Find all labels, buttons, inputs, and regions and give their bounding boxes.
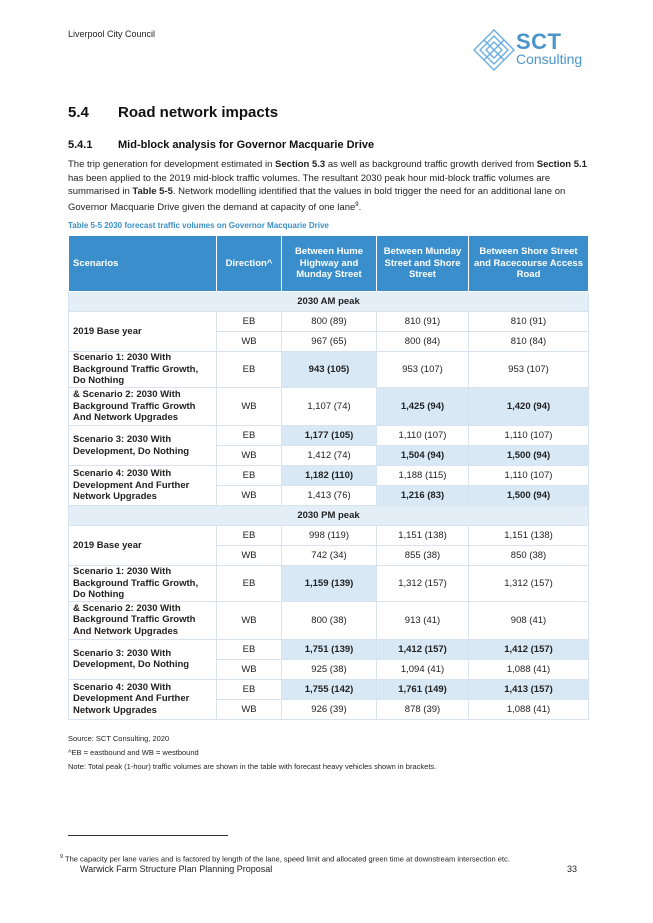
- value-cell: 1,755 (142): [282, 679, 377, 699]
- scenario-label: Scenario 4: 2030 With Development And Further Network Upgrades: [69, 466, 217, 506]
- direction-note: ^EB = eastbound and WB = westbound: [68, 748, 199, 757]
- value-cell: 878 (39): [377, 699, 469, 719]
- footnote-number: 9: [60, 854, 64, 860]
- value-cell: 1,177 (105): [282, 426, 377, 446]
- value-cell: 810 (91): [377, 312, 469, 332]
- sct-consulting-logo: [472, 28, 590, 74]
- table-row: [69, 679, 589, 699]
- subsection-heading: [68, 139, 374, 151]
- value-cell: 998 (119): [282, 526, 377, 546]
- table-row: [69, 566, 589, 602]
- value-cell: 1,412 (157): [377, 639, 469, 659]
- value-cell: 1,413 (157): [469, 679, 589, 699]
- value-cell: 1,107 (74): [282, 388, 377, 426]
- organisation-name: Liverpool City Council: [68, 29, 156, 39]
- scenario-label: 2019 Base year: [69, 312, 217, 352]
- scenario-label: 2019 Base year: [69, 526, 217, 566]
- value-cell: 1,151 (138): [469, 526, 589, 546]
- value-cell: 943 (105): [282, 352, 377, 388]
- table-caption: Table 5-5 2030 forecast traffic volumes on Governor Macquarie Drive: [68, 221, 329, 230]
- value-cell: 925 (38): [282, 659, 377, 679]
- direction-cell: WB: [217, 486, 282, 506]
- peak-row: [69, 292, 589, 312]
- table-row: [69, 466, 589, 486]
- section-ref[interactable]: Section 5.3: [275, 159, 326, 170]
- value-cell: 1,500 (94): [469, 486, 589, 506]
- value-cell: 800 (38): [282, 601, 377, 639]
- direction-cell: EB: [217, 352, 282, 388]
- value-cell: 967 (65): [282, 332, 377, 352]
- value-cell: 1,188 (115): [377, 466, 469, 486]
- value-cell: 1,312 (157): [469, 566, 589, 602]
- logo-subtitle: Consulting: [516, 51, 583, 67]
- intro-paragraph: The trip generation for development estimated in Section 5.3 as well as background traffic growth derived from Section 5.1 has been applied to the 2019 mid-block traffic volumes. The resultant 2030 peak hour mid-block traffic volumes are summarised in Table 5-5. Network modelling identified that the values in bold trigger the need for an additional lane on Governor Macquarie Drive given the demand at capacity of one lane$^9$.: [68, 159, 587, 213]
- direction-cell: WB: [217, 446, 282, 466]
- footnote-text: The capacity per lane varies and is factored by length of the lane, speed limit and allocated green time at downstream intersection etc.: [63, 854, 510, 864]
- table-row: [69, 526, 589, 546]
- table-source: Source: SCT Consulting, 2020: [68, 734, 170, 743]
- table-row: [69, 639, 589, 659]
- value-cell: 850 (38): [469, 546, 589, 566]
- value-cell: 1,761 (149): [377, 679, 469, 699]
- subsection-number: 5.4.1: [68, 139, 93, 151]
- scenario-label: Scenario 3: 2030 With Development, Do Nothing: [69, 639, 217, 679]
- table-row: [69, 312, 589, 332]
- table-row: [69, 388, 589, 426]
- value-cell: 1,751 (139): [282, 639, 377, 659]
- value-cell: 1,413 (76): [282, 486, 377, 506]
- value-cell: 1,094 (41): [377, 659, 469, 679]
- direction-cell: WB: [217, 388, 282, 426]
- peak-label: 2030 PM peak: [69, 506, 589, 526]
- footnote-ref[interactable]: 9: [355, 201, 359, 208]
- header-direction: Direction^: [217, 236, 282, 292]
- subsection-title: Mid-block analysis for Governor Macquarie Drive: [118, 139, 375, 151]
- direction-cell: EB: [217, 426, 282, 446]
- value-cell: 1,504 (94): [377, 446, 469, 466]
- value-cell: 1,110 (107): [469, 466, 589, 486]
- scenario-label: & Scenario 2: 2030 With Background Traffic Growth And Network Upgrades: [69, 601, 217, 639]
- traffic-volumes-table: [68, 235, 589, 720]
- footnote-divider: [68, 835, 228, 836]
- value-cell: 1,412 (157): [469, 639, 589, 659]
- scenario-label: Scenario 1: 2030 With Background Traffic Growth, Do Nothing: [69, 352, 217, 388]
- direction-cell: EB: [217, 312, 282, 332]
- value-cell: 1,159 (139): [282, 566, 377, 602]
- section-title: Road network impacts: [118, 104, 279, 121]
- value-cell: 1,088 (41): [469, 699, 589, 719]
- value-cell: 1,151 (138): [377, 526, 469, 546]
- direction-cell: WB: [217, 546, 282, 566]
- direction-cell: EB: [217, 526, 282, 546]
- section-heading: [68, 104, 278, 121]
- section-number: 5.4: [68, 104, 89, 121]
- value-cell: 1,088 (41): [469, 659, 589, 679]
- scenario-label: Scenario 3: 2030 With Development, Do Nothing: [69, 426, 217, 466]
- footer-page-number: 33: [567, 864, 578, 874]
- value-cell: 1,420 (94): [469, 388, 589, 426]
- table-row: [69, 601, 589, 639]
- value-cell: 1,110 (107): [377, 426, 469, 446]
- table-header-row: [69, 236, 589, 292]
- table-row: [69, 352, 589, 388]
- direction-cell: WB: [217, 699, 282, 719]
- table-row: [69, 426, 589, 446]
- section-ref[interactable]: Section 5.1: [536, 159, 587, 170]
- direction-cell: EB: [217, 566, 282, 602]
- scenario-label: & Scenario 2: 2030 With Background Traffic Growth And Network Upgrades: [69, 388, 217, 426]
- footnote: [60, 854, 510, 864]
- value-cell: 1,412 (74): [282, 446, 377, 466]
- value-cell: 1,110 (107): [469, 426, 589, 446]
- value-cell: 810 (84): [469, 332, 589, 352]
- value-cell: 1,425 (94): [377, 388, 469, 426]
- value-cell: 1,216 (83): [377, 486, 469, 506]
- footer-document-title: Warwick Farm Structure Plan Planning Proposal: [80, 864, 273, 874]
- table-ref[interactable]: Table 5-5: [132, 186, 173, 197]
- direction-cell: WB: [217, 659, 282, 679]
- logo-wordmark: SCT: [516, 29, 562, 54]
- value-cell: 1,312 (157): [377, 566, 469, 602]
- table-note: Note: Total peak (1-hour) traffic volumes are shown in the table with forecast heavy vehicles shown in brackets.: [68, 762, 437, 771]
- direction-cell: EB: [217, 679, 282, 699]
- value-cell: 908 (41): [469, 601, 589, 639]
- direction-cell: WB: [217, 332, 282, 352]
- scenario-label: Scenario 4: 2030 With Development And Further Network Upgrades: [69, 679, 217, 719]
- diamond-logo-icon: [472, 28, 516, 72]
- direction-cell: EB: [217, 639, 282, 659]
- value-cell: 913 (41): [377, 601, 469, 639]
- value-cell: 1,182 (110): [282, 466, 377, 486]
- direction-cell: EB: [217, 466, 282, 486]
- value-cell: 810 (91): [469, 312, 589, 332]
- header-scenarios: Scenarios: [69, 236, 217, 292]
- header-col2: Between Munday Street and Shore Street: [377, 236, 469, 292]
- header-col1: Between Hume Highway and Munday Street: [282, 236, 377, 292]
- value-cell: 800 (84): [377, 332, 469, 352]
- direction-cell: WB: [217, 601, 282, 639]
- value-cell: 953 (107): [469, 352, 589, 388]
- peak-row: [69, 506, 589, 526]
- value-cell: 953 (107): [377, 352, 469, 388]
- header-col3: Between Shore Street and Racecourse Access Road: [469, 236, 589, 292]
- value-cell: 800 (89): [282, 312, 377, 332]
- peak-label: 2030 AM peak: [69, 292, 589, 312]
- scenario-label: Scenario 1: 2030 With Background Traffic Growth, Do Nothing: [69, 566, 217, 602]
- value-cell: 1,500 (94): [469, 446, 589, 466]
- value-cell: 742 (34): [282, 546, 377, 566]
- value-cell: 926 (39): [282, 699, 377, 719]
- value-cell: 855 (38): [377, 546, 469, 566]
